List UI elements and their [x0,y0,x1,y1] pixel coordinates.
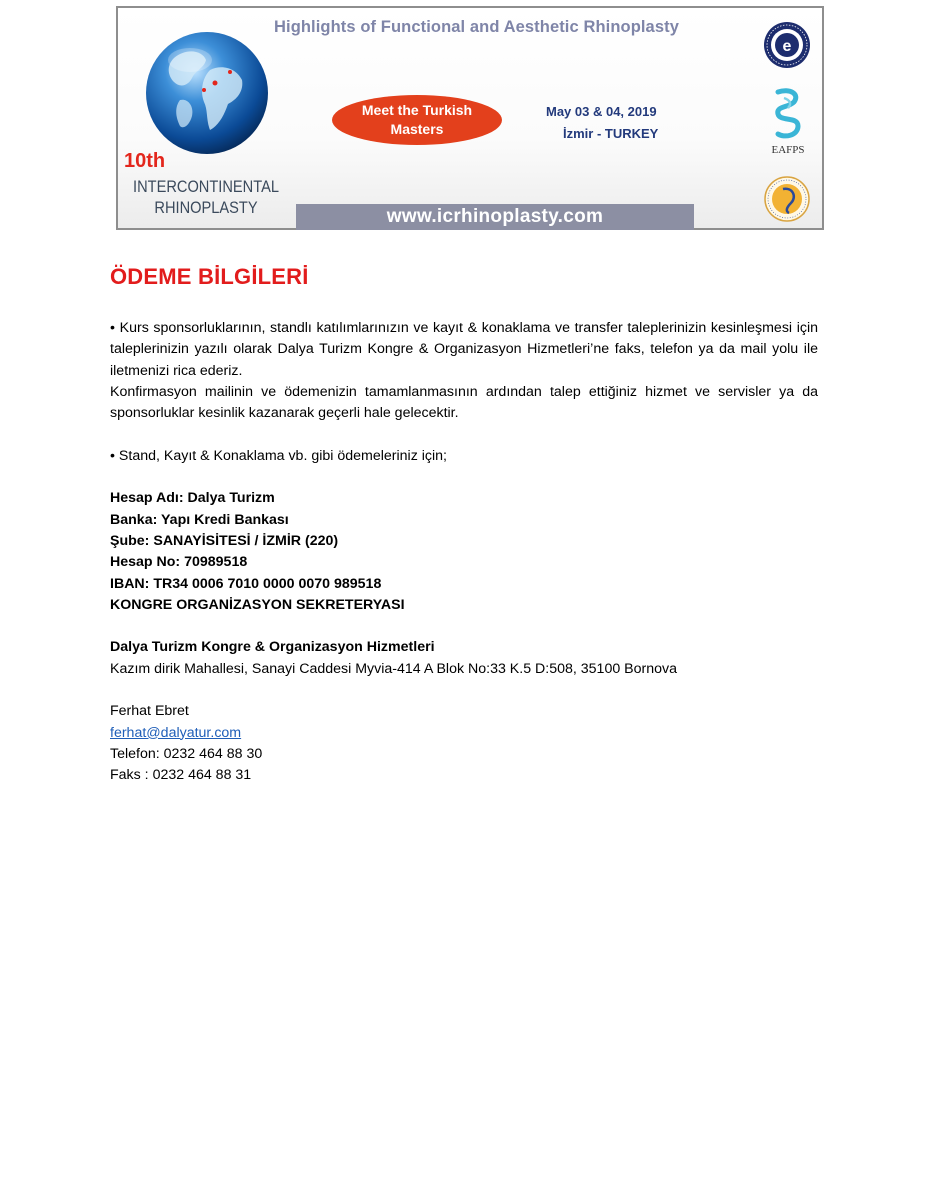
banner-title: Highlights of Functional and Aesthetic Rhinoplasty [274,18,679,36]
eafps-label: EAFPS [771,144,805,156]
spacer [110,467,818,488]
spacer [110,424,818,445]
contact-fax: Faks : 0232 464 88 31 [110,767,252,784]
bank-account-number: Hesap No: 70989518 [110,554,248,571]
svg-text:e: e [782,38,792,55]
event-location: İzmir - TURKEY [563,126,659,141]
contact-email-link[interactable]: ferhat@dalyatur.com [110,724,242,741]
payment-info-body [110,318,818,787]
meet-masters-badge [332,95,502,145]
company-address: Kazım dirik Mahallesi, Sanayi Caddesi Myvia-414 A Blok No:33 K.5 D:508, 35100 Bornova [110,660,678,677]
ege-university-logo [763,21,811,69]
bank-secretariat: KONGRE ORGANİZASYON SEKRETERYASI [110,596,405,613]
eafps-logo [764,88,812,158]
bank-branch: Şube: SANAYİSİTESİ / İZMİR (220) [110,532,339,549]
meet-line-2: Masters [390,121,444,137]
conference-name [120,176,292,218]
conference-name-line-1: INTERCONTINENTAL [133,177,279,196]
event-date: May 03 & 04, 2019 [546,104,657,119]
spacer [110,616,818,637]
banner-content [0,0,927,240]
conference-edition: 10th [124,150,166,172]
bank-details [110,488,818,616]
contact-person: Ferhat Ebret [110,703,189,720]
event-date-location [546,101,658,145]
page-title: ÖDEME BİLGİLERİ [110,264,309,289]
bank-iban: IBAN: TR34 0006 7010 0000 0070 989518 [110,575,382,592]
globe-icon [144,30,270,156]
bank-name: Banka: Yapı Kredi Bankası [110,511,289,528]
company-name: Dalya Turizm Kongre & Organizasyon Hizmetleri [110,639,435,656]
meet-line-1: Meet the Turkish [361,102,473,118]
website-bar[interactable]: www.icrhinoplasty.com [296,204,694,230]
plastic-surgery-society-seal [763,175,811,223]
paragraph-sponsorship: • Kurs sponsorluklarının, standlı katılımlarınızın ve kayıt & konaklama ve transfer taleplerinizin kesinleşmesi için taleplerinizin yazılı olarak Dalya Turizm Kongre & Organizasyon Hizmetleri’ne faks, telefon ya da mail yolu ile iletmenizi rica ederiz. [110,320,818,379]
contact-phone: Telefon: 0232 464 88 30 [110,745,263,762]
paragraph-payments: • Stand, Kayıt & Konaklama vb. gibi ödemeleriniz için; [110,447,447,464]
bank-account-name: Hesap Adı: Dalya Turizm [110,490,275,507]
paragraph-confirmation: Konfirmasyon mailinin ve ödemenizin tamamlanmasının ardından talep ettiğiniz hizmet ve servisler ya da sponsorluklar kesinlik kazanarak geçerli hale gelecektir. [110,383,818,422]
conference-name-line-2: RHINOPLASTY [154,198,258,217]
spacer [110,680,818,701]
